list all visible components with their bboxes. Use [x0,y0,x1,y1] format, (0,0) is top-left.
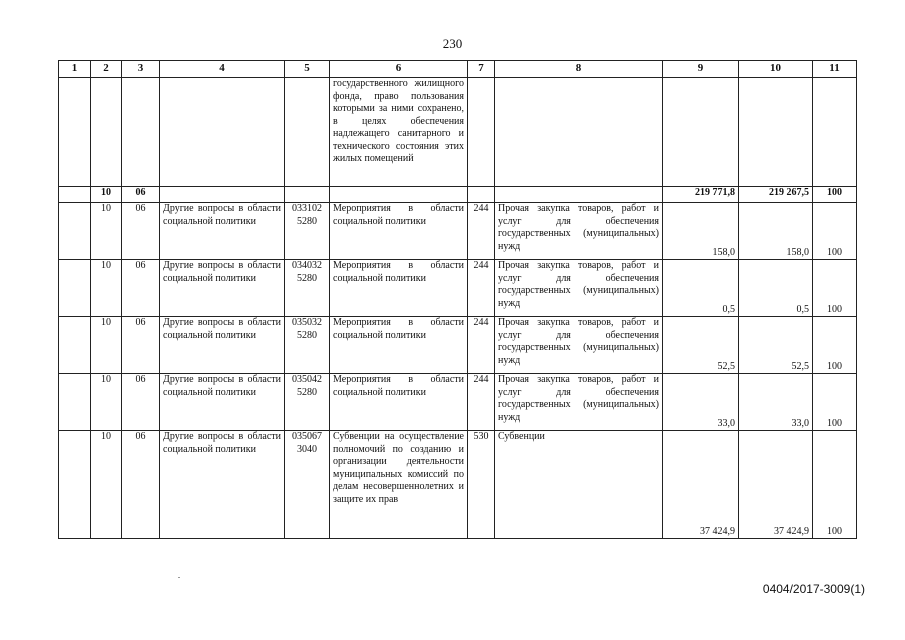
col-header-6: 6 [330,61,468,78]
cell-amount-planned: 158,0 [663,203,739,260]
cell [59,78,91,187]
cell-percent: 100 [813,317,857,374]
cell [495,187,663,203]
table-row [59,203,857,260]
cell [285,187,330,203]
cell-amount-planned: 219 771,8 [663,187,739,203]
cell [495,78,663,187]
cell-expense-type: 244 [468,203,495,260]
col-header-11: 11 [813,61,857,78]
cell-section: 10 [91,317,122,374]
cell-category: Другие вопросы в области социальной политики [160,374,285,431]
cell-section: 10 [91,431,122,539]
table-row-continuation [59,78,857,187]
table-row [59,317,857,374]
cell-section: 10 [91,260,122,317]
cell-amount-executed: 52,5 [739,317,813,374]
col-header-10: 10 [739,61,813,78]
cell-amount-executed: 0,5 [739,260,813,317]
cell-subsection: 06 [122,431,160,539]
table-row-total [59,187,857,203]
cell-expense-type: 530 [468,431,495,539]
cell [160,78,285,187]
cell-description: Мероприятия в области социальной политики [330,203,468,260]
scan-artifact [178,577,180,578]
cell-subsection: 06 [122,374,160,431]
cell [59,374,91,431]
table-row [59,260,857,317]
cell-section: 10 [91,203,122,260]
cell-amount-planned: 0,5 [663,260,739,317]
cell [160,187,285,203]
page-number: 230 [442,36,463,51]
cell-target-code: 035067 3040 [285,431,330,539]
cell-expense-description: Прочая закупка товаров, работ и услуг для обеспечения государственных (муниципальных) нужд [495,374,663,431]
header-row [59,61,857,78]
document-code: 0404/2017-3009(1) [762,582,865,596]
cell [59,203,91,260]
cell-expense-description: Прочая закупка товаров, работ и услуг для обеспечения государственных (муниципальных) нужд [495,203,663,260]
col-header-5: 5 [285,61,330,78]
table-row [59,374,857,431]
cell-amount-executed: 219 267,5 [739,187,813,203]
col-header-8: 8 [495,61,663,78]
cell-subsection: 06 [122,317,160,374]
cell-amount-executed: 158,0 [739,203,813,260]
col-header-7: 7 [468,61,495,78]
col-header-3: 3 [122,61,160,78]
cell [59,187,91,203]
cell-percent: 100 [813,431,857,539]
cell-description: государственного жилищного фонда, право пользования которыми за ними сохранено, в целях обеспечения надлежащего санитарного и технического состояния этих жилых помещений [330,78,468,187]
cell [739,78,813,187]
cell-amount-planned: 37 424,9 [663,431,739,539]
cell-description: Мероприятия в области социальной политики [330,374,468,431]
col-header-4: 4 [160,61,285,78]
col-header-9: 9 [663,61,739,78]
col-header-2: 2 [91,61,122,78]
cell-expense-description: Прочая закупка товаров, работ и услуг для обеспечения государственных (муниципальных) нужд [495,260,663,317]
budget-table [58,60,857,539]
cell-section: 10 [91,187,122,203]
cell-expense-type: 244 [468,317,495,374]
cell [122,78,160,187]
cell [330,187,468,203]
cell [813,78,857,187]
cell-expense-type: 244 [468,260,495,317]
cell-expense-description: Субвенции [495,431,663,539]
cell-percent: 100 [813,374,857,431]
cell-expense-type: 244 [468,374,495,431]
col-header-1: 1 [59,61,91,78]
cell-category: Другие вопросы в области социальной политики [160,203,285,260]
cell-percent: 100 [813,187,857,203]
cell-target-code: 033102 5280 [285,203,330,260]
cell-amount-executed: 37 424,9 [739,431,813,539]
cell [91,78,122,187]
cell-percent: 100 [813,203,857,260]
cell [59,260,91,317]
cell-amount-executed: 33,0 [739,374,813,431]
cell [663,78,739,187]
cell-subsection: 06 [122,260,160,317]
cell-percent: 100 [813,260,857,317]
cell-description: Мероприятия в области социальной политики [330,317,468,374]
cell-target-code: 034032 5280 [285,260,330,317]
cell [59,431,91,539]
cell-category: Другие вопросы в области социальной политики [160,431,285,539]
cell-amount-planned: 33,0 [663,374,739,431]
cell-section: 10 [91,374,122,431]
cell [59,317,91,374]
cell-description: Субвенции на осуществление полномочий по созданию и организации деятельности муниципальных комиссий по делам несовершеннолетних и защите их прав [330,431,468,539]
cell-category: Другие вопросы в области социальной политики [160,317,285,374]
cell-category: Другие вопросы в области социальной политики [160,260,285,317]
cell [468,187,495,203]
cell [285,78,330,187]
table-row [59,431,857,539]
cell-amount-planned: 52,5 [663,317,739,374]
cell [468,78,495,187]
cell-expense-description: Прочая закупка товаров, работ и услуг для обеспечения государственных (муниципальных) нужд [495,317,663,374]
cell-target-code: 035032 5280 [285,317,330,374]
cell-subsection: 06 [122,187,160,203]
cell-description: Мероприятия в области социальной политики [330,260,468,317]
cell-target-code: 035042 5280 [285,374,330,431]
cell-subsection: 06 [122,203,160,260]
